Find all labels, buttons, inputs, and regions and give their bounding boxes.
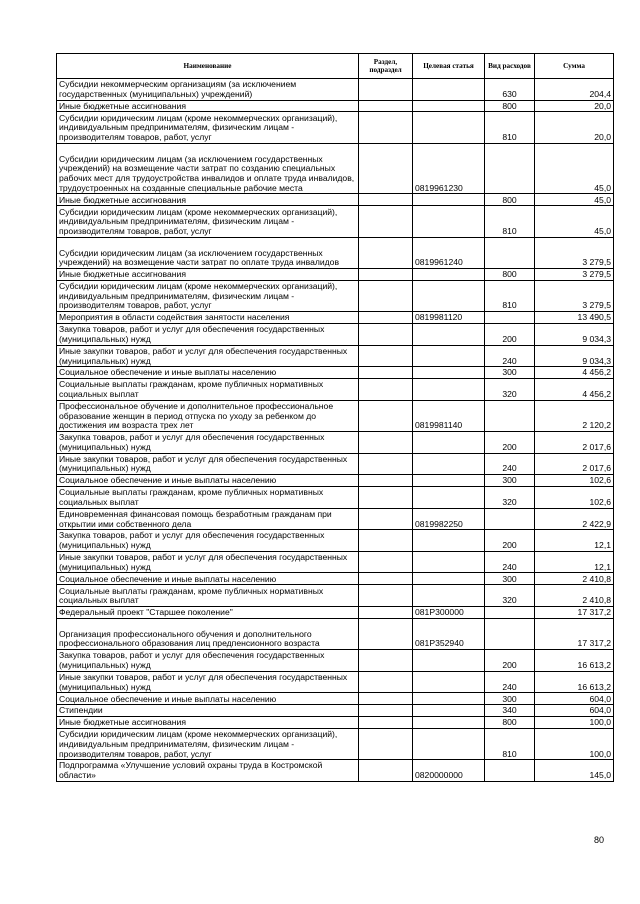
- cell-summa: 2 017,6: [535, 453, 614, 475]
- cell-name: Закупка товаров, работ и услуг для обеспечения государственных (муниципальных) нужд: [57, 650, 359, 672]
- cell-razdel: [359, 432, 413, 454]
- table-row: [57, 487, 614, 509]
- cell-name: Социальное обеспечение и иные выплаты населению: [57, 573, 359, 585]
- cell-vid: 800: [485, 268, 535, 280]
- cell-summa: 2 410,8: [535, 573, 614, 585]
- cell-razdel: [359, 268, 413, 280]
- cell-razdel: [359, 79, 413, 101]
- cell-vid: 800: [485, 194, 535, 206]
- table-row: [57, 530, 614, 552]
- cell-celevaya: [413, 112, 485, 143]
- cell-razdel: [359, 693, 413, 705]
- cell-celevaya: [413, 453, 485, 475]
- cell-celevaya: [413, 324, 485, 346]
- cell-vid: 810: [485, 206, 535, 237]
- table-row: [57, 312, 614, 324]
- cell-celevaya: [413, 573, 485, 585]
- cell-razdel: [359, 194, 413, 206]
- cell-razdel: [359, 530, 413, 552]
- cell-vid: 320: [485, 487, 535, 509]
- cell-summa: 604,0: [535, 705, 614, 717]
- cell-vid: [485, 618, 535, 649]
- cell-name: Социальное обеспечение и иные выплаты населению: [57, 475, 359, 487]
- cell-vid: 240: [485, 551, 535, 573]
- cell-name: Субсидии юридическим лицам (кроме некоммерческих организаций), индивидуальным предпринимателям, физическим лицам - производителям товаров, работ, услуг: [57, 728, 359, 759]
- cell-summa: 2 120,2: [535, 400, 614, 431]
- cell-summa: 145,0: [535, 760, 614, 782]
- cell-summa: 12,1: [535, 551, 614, 573]
- cell-summa: 9 034,3: [535, 324, 614, 346]
- header-razdel: Раздел, подраздел: [359, 54, 413, 79]
- cell-name: Иные бюджетные ассигнования: [57, 268, 359, 280]
- cell-vid: 320: [485, 379, 535, 401]
- cell-name: Иные закупки товаров, работ и услуг для обеспечения государственных (муниципальных) нужд: [57, 453, 359, 475]
- table-row: [57, 453, 614, 475]
- table-row: [57, 432, 614, 454]
- cell-summa: 4 456,2: [535, 379, 614, 401]
- table-row: [57, 650, 614, 672]
- cell-celevaya: [413, 551, 485, 573]
- cell-name: Иные бюджетные ассигнования: [57, 194, 359, 206]
- cell-name: Профессиональное обучение и дополнительное профессиональное образование женщин в период отпуска по уходу за ребенком до достижения им возраста трех лет: [57, 400, 359, 431]
- cell-name: Единовременная финансовая помощь безработным гражданам при открытии ими собственного дела: [57, 508, 359, 530]
- cell-name: Закупка товаров, работ и услуг для обеспечения государственных (муниципальных) нужд: [57, 432, 359, 454]
- cell-name: Субсидии юридическим лицам (кроме некоммерческих организаций), индивидуальным предпринимателям, физическим лицам - производителям товаров, работ, услуг: [57, 112, 359, 143]
- cell-vid: 810: [485, 112, 535, 143]
- cell-razdel: [359, 112, 413, 143]
- cell-vid: 200: [485, 324, 535, 346]
- cell-name: Иные бюджетные ассигнования: [57, 717, 359, 729]
- cell-name: Субсидии юридическим лицам (за исключением государственных учреждений) на возмещение части затрат по созданию специальных рабочих мест для трудоустройства инвалидов и оплате труда инвалидов, трудоустроенных на созданные специальные рабочие места: [57, 143, 359, 194]
- cell-summa: 16 613,2: [535, 671, 614, 693]
- cell-razdel: [359, 345, 413, 367]
- cell-razdel: [359, 728, 413, 759]
- cell-celevaya: [413, 671, 485, 693]
- cell-summa: 2 017,6: [535, 432, 614, 454]
- page-number: 80: [594, 835, 605, 845]
- cell-razdel: [359, 705, 413, 717]
- table-row: [57, 671, 614, 693]
- cell-razdel: [359, 487, 413, 509]
- cell-vid: [485, 312, 535, 324]
- cell-name: Социальное обеспечение и иные выплаты населению: [57, 367, 359, 379]
- cell-razdel: [359, 324, 413, 346]
- cell-razdel: [359, 206, 413, 237]
- cell-vid: 340: [485, 705, 535, 717]
- cell-summa: 12,1: [535, 530, 614, 552]
- header-name: Наименование: [57, 54, 359, 79]
- table-row: [57, 573, 614, 585]
- cell-celevaya: [413, 530, 485, 552]
- cell-razdel: [359, 475, 413, 487]
- cell-summa: 45,0: [535, 194, 614, 206]
- table-row: [57, 100, 614, 112]
- table-row: [57, 585, 614, 607]
- table-row: [57, 206, 614, 237]
- budget-table: [56, 53, 614, 782]
- cell-name: Социальное обеспечение и иные выплаты населению: [57, 693, 359, 705]
- cell-name: Иные закупки товаров, работ и услуг для обеспечения государственных (муниципальных) нужд: [57, 671, 359, 693]
- cell-razdel: [359, 453, 413, 475]
- cell-razdel: [359, 606, 413, 618]
- cell-celevaya: 081P352940: [413, 618, 485, 649]
- cell-razdel: [359, 717, 413, 729]
- cell-name: Мероприятия в области содействия занятости населения: [57, 312, 359, 324]
- table-row: [57, 367, 614, 379]
- cell-vid: [485, 508, 535, 530]
- cell-celevaya: [413, 585, 485, 607]
- cell-summa: 3 279,5: [535, 268, 614, 280]
- cell-razdel: [359, 618, 413, 649]
- cell-name: Субсидии юридическим лицам (за исключением государственных учреждений) на возмещение части затрат по оплате труда инвалидов: [57, 237, 359, 268]
- cell-summa: 3 279,5: [535, 280, 614, 311]
- cell-celevaya: 0819981120: [413, 312, 485, 324]
- table-row: [57, 705, 614, 717]
- table-row: [57, 400, 614, 431]
- cell-vid: 240: [485, 453, 535, 475]
- cell-celevaya: [413, 432, 485, 454]
- cell-celevaya: [413, 379, 485, 401]
- cell-celevaya: [413, 693, 485, 705]
- cell-summa: 45,0: [535, 206, 614, 237]
- cell-name: Социальные выплаты гражданам, кроме публичных нормативных социальных выплат: [57, 379, 359, 401]
- table-row: [57, 143, 614, 194]
- cell-name: Иные закупки товаров, работ и услуг для обеспечения государственных (муниципальных) нужд: [57, 551, 359, 573]
- cell-celevaya: 0819982250: [413, 508, 485, 530]
- cell-summa: 100,0: [535, 728, 614, 759]
- cell-summa: 17 317,2: [535, 606, 614, 618]
- cell-name: Социальные выплаты гражданам, кроме публичных нормативных социальных выплат: [57, 585, 359, 607]
- cell-razdel: [359, 551, 413, 573]
- header-vid: Вид расходов: [485, 54, 535, 79]
- cell-name: Стипендии: [57, 705, 359, 717]
- cell-razdel: [359, 671, 413, 693]
- cell-celevaya: [413, 705, 485, 717]
- cell-celevaya: [413, 268, 485, 280]
- cell-vid: 200: [485, 432, 535, 454]
- cell-celevaya: [413, 194, 485, 206]
- cell-summa: 102,6: [535, 475, 614, 487]
- cell-summa: 4 456,2: [535, 367, 614, 379]
- cell-razdel: [359, 400, 413, 431]
- cell-vid: 200: [485, 650, 535, 672]
- cell-vid: 320: [485, 585, 535, 607]
- cell-vid: 300: [485, 475, 535, 487]
- cell-vid: 630: [485, 79, 535, 101]
- cell-celevaya: [413, 345, 485, 367]
- table-row: [57, 324, 614, 346]
- cell-razdel: [359, 367, 413, 379]
- cell-summa: 100,0: [535, 717, 614, 729]
- cell-celevaya: 0820000000: [413, 760, 485, 782]
- cell-summa: 9 034,3: [535, 345, 614, 367]
- cell-summa: 102,6: [535, 487, 614, 509]
- header-summa: Сумма: [535, 54, 614, 79]
- table-row: [57, 508, 614, 530]
- cell-razdel: [359, 379, 413, 401]
- cell-name: Организация профессионального обучения и дополнительного профессионального образования лиц предпенсионного возраста: [57, 618, 359, 649]
- cell-summa: 20,0: [535, 100, 614, 112]
- cell-vid: 810: [485, 728, 535, 759]
- cell-summa: 2 410,8: [535, 585, 614, 607]
- cell-razdel: [359, 143, 413, 194]
- cell-celevaya: [413, 728, 485, 759]
- cell-vid: [485, 400, 535, 431]
- cell-summa: 2 422,9: [535, 508, 614, 530]
- cell-name: Иные бюджетные ассигнования: [57, 100, 359, 112]
- cell-vid: 300: [485, 367, 535, 379]
- cell-vid: [485, 237, 535, 268]
- table-row: [57, 475, 614, 487]
- table-row: [57, 760, 614, 782]
- cell-razdel: [359, 280, 413, 311]
- cell-celevaya: 0819981140: [413, 400, 485, 431]
- cell-summa: 17 317,2: [535, 618, 614, 649]
- cell-razdel: [359, 312, 413, 324]
- cell-celevaya: [413, 650, 485, 672]
- cell-celevaya: [413, 717, 485, 729]
- table-row: [57, 345, 614, 367]
- cell-vid: 240: [485, 671, 535, 693]
- table-row: [57, 606, 614, 618]
- table-row: [57, 551, 614, 573]
- cell-name: Подпрограмма «Улучшение условий охраны труда в Костромской области»: [57, 760, 359, 782]
- cell-vid: 800: [485, 717, 535, 729]
- cell-vid: 240: [485, 345, 535, 367]
- cell-celevaya: 0819961240: [413, 237, 485, 268]
- cell-vid: [485, 143, 535, 194]
- cell-name: Субсидии юридическим лицам (кроме некоммерческих организаций), индивидуальным предпринимателям, физическим лицам - производителям товаров, работ, услуг: [57, 206, 359, 237]
- table-header-row: [57, 54, 614, 79]
- cell-razdel: [359, 650, 413, 672]
- cell-razdel: [359, 508, 413, 530]
- table-row: [57, 379, 614, 401]
- cell-razdel: [359, 760, 413, 782]
- cell-name: Федеральный проект "Старшее поколение": [57, 606, 359, 618]
- cell-vid: 300: [485, 693, 535, 705]
- cell-name: Закупка товаров, работ и услуг для обеспечения государственных (муниципальных) нужд: [57, 530, 359, 552]
- table-row: [57, 618, 614, 649]
- cell-summa: 16 613,2: [535, 650, 614, 672]
- cell-razdel: [359, 100, 413, 112]
- table-row: [57, 728, 614, 759]
- cell-vid: [485, 760, 535, 782]
- table-body: [57, 79, 614, 782]
- cell-vid: 800: [485, 100, 535, 112]
- cell-razdel: [359, 585, 413, 607]
- cell-vid: 200: [485, 530, 535, 552]
- cell-celevaya: [413, 280, 485, 311]
- cell-celevaya: [413, 100, 485, 112]
- table-row: [57, 79, 614, 101]
- cell-vid: [485, 606, 535, 618]
- cell-celevaya: [413, 79, 485, 101]
- cell-celevaya: 0819961230: [413, 143, 485, 194]
- cell-name: Субсидии некоммерческим организациям (за исключением государственных (муниципальных) учреждений): [57, 79, 359, 101]
- table-row: [57, 194, 614, 206]
- table-row: [57, 693, 614, 705]
- cell-summa: 604,0: [535, 693, 614, 705]
- cell-celevaya: [413, 487, 485, 509]
- cell-name: Субсидии юридическим лицам (кроме некоммерческих организаций), индивидуальным предпринимателям, физическим лицам - производителям товаров, работ, услуг: [57, 280, 359, 311]
- cell-celevaya: 081P300000: [413, 606, 485, 618]
- table-row: [57, 112, 614, 143]
- cell-name: Закупка товаров, работ и услуг для обеспечения государственных (муниципальных) нужд: [57, 324, 359, 346]
- cell-summa: 204,4: [535, 79, 614, 101]
- cell-summa: 13 490,5: [535, 312, 614, 324]
- cell-name: Социальные выплаты гражданам, кроме публичных нормативных социальных выплат: [57, 487, 359, 509]
- table-row: [57, 237, 614, 268]
- table-row: [57, 717, 614, 729]
- table-row: [57, 280, 614, 311]
- cell-vid: 300: [485, 573, 535, 585]
- header-celevaya: Целевая статья: [413, 54, 485, 79]
- cell-summa: 3 279,5: [535, 237, 614, 268]
- cell-summa: 45,0: [535, 143, 614, 194]
- cell-razdel: [359, 573, 413, 585]
- cell-summa: 20,0: [535, 112, 614, 143]
- cell-celevaya: [413, 475, 485, 487]
- cell-vid: 810: [485, 280, 535, 311]
- cell-celevaya: [413, 367, 485, 379]
- cell-name: Иные закупки товаров, работ и услуг для обеспечения государственных (муниципальных) нужд: [57, 345, 359, 367]
- cell-celevaya: [413, 206, 485, 237]
- table-row: [57, 268, 614, 280]
- cell-razdel: [359, 237, 413, 268]
